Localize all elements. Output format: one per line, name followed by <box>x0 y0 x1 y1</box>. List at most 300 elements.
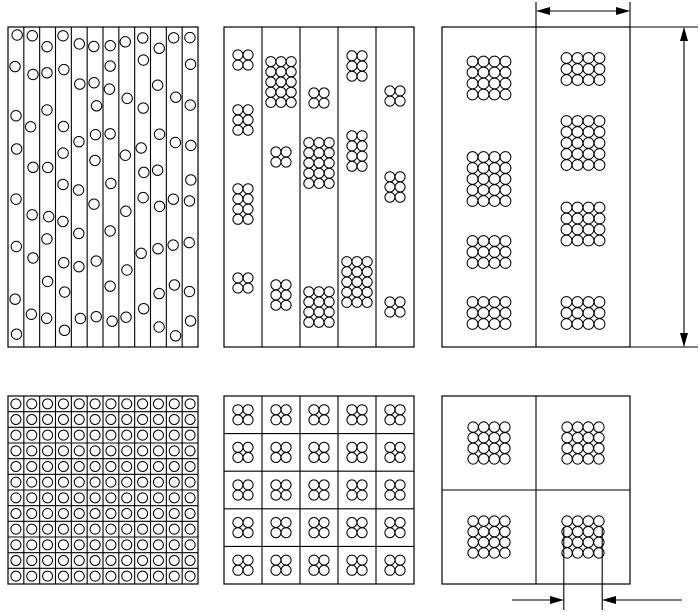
particle <box>59 64 69 74</box>
cluster-particle <box>319 98 329 108</box>
particle <box>122 540 132 550</box>
cluster-particle <box>594 433 604 443</box>
particle-cluster <box>467 152 511 207</box>
cluster-particle <box>594 454 604 464</box>
panel-quadrant-clusters <box>442 396 682 610</box>
cluster-particle <box>266 87 276 97</box>
cluster-particle <box>395 307 405 317</box>
particle <box>104 84 114 94</box>
cluster-particle <box>309 88 319 98</box>
particle <box>169 462 179 472</box>
cluster-particle <box>304 168 314 178</box>
particle <box>138 415 148 425</box>
cluster-particle <box>395 415 405 425</box>
particle-cluster <box>271 555 291 575</box>
particle <box>105 281 115 291</box>
particle <box>122 556 132 566</box>
particle <box>42 276 52 286</box>
particle-cluster <box>385 442 405 462</box>
cluster-particle <box>233 415 243 425</box>
particle <box>153 493 163 503</box>
cluster-particle <box>468 537 478 547</box>
particle-cluster <box>385 86 405 106</box>
cluster-particle <box>500 433 510 443</box>
cluster-particle <box>347 528 357 538</box>
particle <box>169 509 179 519</box>
particle <box>138 430 148 440</box>
particle <box>28 69 38 79</box>
cluster-particle <box>309 453 319 463</box>
particle <box>184 286 194 296</box>
particle <box>91 101 101 111</box>
panel-frame <box>224 396 414 584</box>
cluster-particle <box>583 548 593 558</box>
cluster-particle <box>478 78 489 89</box>
cluster-particle <box>594 116 605 127</box>
cluster-particle <box>309 565 319 575</box>
cluster-particle <box>583 308 594 319</box>
cluster-particle <box>362 277 372 287</box>
cluster-particle <box>319 415 329 425</box>
particle <box>27 556 37 566</box>
cluster-particle <box>489 527 499 537</box>
particle <box>27 430 37 440</box>
cluster-particle <box>594 127 605 138</box>
cluster-particle <box>243 60 253 70</box>
particle <box>74 493 84 503</box>
particle <box>58 121 68 131</box>
cluster-particle <box>594 443 604 453</box>
cluster-particle <box>233 184 243 194</box>
cluster-particle <box>395 453 405 463</box>
cluster-particle <box>562 454 572 464</box>
particle <box>43 399 53 409</box>
particle-cluster <box>561 202 605 246</box>
cluster-particle <box>271 300 281 310</box>
particle <box>169 556 179 566</box>
cluster-particle <box>395 172 405 182</box>
cluster-particle <box>479 443 489 453</box>
cluster-particle <box>347 565 357 575</box>
particle <box>91 256 101 266</box>
particle-cluster <box>233 405 253 425</box>
particle <box>28 253 38 263</box>
particle-cluster <box>309 88 329 108</box>
cluster-particle <box>467 196 478 207</box>
cluster-particle <box>561 160 572 171</box>
particle <box>90 399 100 409</box>
particle <box>138 103 148 113</box>
cluster-particle <box>233 60 243 70</box>
particle <box>138 556 148 566</box>
cluster-particle <box>489 433 499 443</box>
cluster-particle <box>319 453 329 463</box>
cluster-particle <box>347 161 357 171</box>
cluster-particle <box>243 184 253 194</box>
particle-cluster <box>309 518 329 538</box>
particle <box>106 399 116 409</box>
particle <box>58 509 68 519</box>
particle <box>74 39 84 49</box>
cluster-particle <box>319 405 329 415</box>
cluster-particle <box>489 78 500 89</box>
cluster-particle <box>243 214 253 224</box>
particle <box>185 477 195 487</box>
cluster-particle <box>583 537 593 547</box>
particle-cluster <box>561 53 605 86</box>
cluster-particle <box>573 454 583 464</box>
particle <box>11 524 21 534</box>
cluster-particle <box>233 528 243 538</box>
cluster-particle <box>362 287 372 297</box>
cluster-particle <box>468 527 478 537</box>
cluster-particle <box>319 88 329 98</box>
particle <box>122 399 132 409</box>
cluster-particle <box>561 116 572 127</box>
cluster-particle <box>468 516 478 526</box>
particle <box>43 415 53 425</box>
cluster-particle <box>347 61 357 71</box>
cluster-particle <box>276 97 286 107</box>
particle <box>186 140 196 150</box>
particle-cluster <box>467 297 511 330</box>
particle <box>58 430 68 440</box>
cluster-particle <box>319 528 329 538</box>
cluster-particle <box>347 480 357 490</box>
cluster-particle <box>562 516 572 526</box>
particle-cluster <box>304 138 334 189</box>
cluster-particle <box>395 442 405 452</box>
panel-quad-grid <box>224 396 414 584</box>
cluster-particle <box>489 319 500 330</box>
particle <box>185 571 195 581</box>
particle-cluster <box>562 422 604 464</box>
cluster-particle <box>478 258 489 269</box>
particle <box>105 226 115 236</box>
cluster-particle <box>314 148 324 158</box>
cluster-particle <box>500 196 511 207</box>
cluster-particle <box>304 148 314 158</box>
particle <box>185 430 195 440</box>
cluster-particle <box>271 415 281 425</box>
cluster-particle <box>319 555 329 565</box>
cluster-particle <box>243 528 253 538</box>
cluster-particle <box>352 277 362 287</box>
particle <box>91 311 101 321</box>
cluster-particle <box>324 138 334 148</box>
particle <box>26 309 36 319</box>
cluster-particle <box>500 247 511 258</box>
particle <box>27 540 37 550</box>
cluster-particle <box>357 51 367 61</box>
cluster-particle <box>500 174 511 185</box>
cluster-particle <box>478 319 489 330</box>
cluster-particle <box>572 235 583 246</box>
cluster-particle <box>243 565 253 575</box>
cluster-particle <box>314 168 324 178</box>
particle <box>154 43 164 53</box>
particle <box>184 196 194 206</box>
particle-cluster <box>233 273 253 293</box>
cluster-particle <box>243 415 253 425</box>
cluster-particle <box>478 185 489 196</box>
cluster-particle <box>500 258 511 269</box>
particle <box>59 325 69 335</box>
cluster-particle <box>309 480 319 490</box>
cluster-particle <box>309 528 319 538</box>
cluster-particle <box>573 516 583 526</box>
particle <box>153 244 163 254</box>
cluster-particle <box>395 86 405 96</box>
cluster-particle <box>583 527 593 537</box>
cluster-particle <box>304 287 314 297</box>
cluster-particle <box>286 77 296 87</box>
cluster-particle <box>385 490 395 500</box>
cluster-particle <box>385 192 395 202</box>
cluster-particle <box>572 202 583 213</box>
cluster-particle <box>276 77 286 87</box>
particle <box>11 493 21 503</box>
cluster-particle <box>489 258 500 269</box>
particle <box>43 446 53 456</box>
cluster-particle <box>395 565 405 575</box>
cluster-particle <box>281 555 291 565</box>
cluster-particle <box>489 516 499 526</box>
particle <box>105 40 115 50</box>
particle <box>185 59 195 69</box>
particle <box>59 257 69 267</box>
cluster-particle <box>583 116 594 127</box>
particle-cluster <box>309 480 329 500</box>
cluster-particle <box>324 168 334 178</box>
particle <box>153 524 163 534</box>
cluster-particle <box>561 319 572 330</box>
particle <box>11 430 21 440</box>
particle <box>43 540 53 550</box>
particle <box>11 329 21 339</box>
cluster-particle <box>309 555 319 565</box>
cluster-particle <box>233 480 243 490</box>
particle <box>171 92 181 102</box>
cluster-particle <box>271 480 281 490</box>
particle-cluster <box>271 280 291 310</box>
cluster-particle <box>266 77 276 87</box>
cluster-particle <box>319 442 329 452</box>
particle <box>11 509 21 519</box>
cluster-particle <box>572 149 583 160</box>
cluster-particle <box>243 125 253 135</box>
particle <box>185 316 195 326</box>
particle <box>11 462 21 472</box>
cluster-particle <box>271 157 281 167</box>
particle <box>122 93 132 103</box>
cluster-particle <box>561 138 572 149</box>
cluster-particle <box>347 555 357 565</box>
particle <box>138 55 148 65</box>
cluster-particle <box>357 151 367 161</box>
particle <box>43 509 53 519</box>
cluster-particle <box>304 317 314 327</box>
cluster-particle <box>561 127 572 138</box>
cluster-particle <box>583 224 594 235</box>
cluster-particle <box>468 433 478 443</box>
particle <box>120 150 130 160</box>
cluster-particle <box>347 415 357 425</box>
particle <box>74 399 84 409</box>
particle <box>153 509 163 519</box>
cluster-particle <box>594 297 605 308</box>
cluster-particle <box>468 443 478 453</box>
particle <box>90 446 100 456</box>
cluster-particle <box>233 125 243 135</box>
particle <box>27 399 37 409</box>
cluster-particle <box>561 149 572 160</box>
cluster-particle <box>467 152 478 163</box>
particle <box>27 210 37 220</box>
particle <box>90 509 100 519</box>
cluster-particle <box>233 442 243 452</box>
cluster-particle <box>500 78 511 89</box>
cluster-particle <box>561 224 572 235</box>
particle <box>58 415 68 425</box>
cluster-particle <box>561 75 572 86</box>
cluster-particle <box>347 518 357 528</box>
cluster-particle <box>352 287 362 297</box>
particle <box>153 571 163 581</box>
cluster-particle <box>281 518 291 528</box>
particle <box>58 556 68 566</box>
cluster-particle <box>572 64 583 75</box>
particle-cluster <box>309 405 329 425</box>
cluster-particle <box>324 307 334 317</box>
cluster-particle <box>281 147 291 157</box>
particle <box>153 446 163 456</box>
particle <box>170 137 180 147</box>
cluster-particle <box>266 57 276 67</box>
cluster-particle <box>271 405 281 415</box>
particle <box>42 234 52 244</box>
cluster-particle <box>583 160 594 171</box>
particle <box>106 540 116 550</box>
particle <box>138 446 148 456</box>
particle-cluster <box>347 518 367 538</box>
cluster-particle <box>489 163 500 174</box>
particle <box>122 509 132 519</box>
particle-cluster <box>467 236 511 269</box>
particle <box>169 280 179 290</box>
cluster-particle <box>583 149 594 160</box>
cluster-particle <box>357 528 367 538</box>
particle <box>106 477 116 487</box>
particle <box>169 524 179 534</box>
particle <box>90 571 100 581</box>
cluster-particle <box>395 405 405 415</box>
particle <box>74 261 84 271</box>
particle <box>74 446 84 456</box>
cluster-particle <box>489 443 499 453</box>
cluster-particle <box>594 53 605 64</box>
particle-cluster <box>468 516 510 558</box>
cluster-particle <box>286 97 296 107</box>
particle-cluster <box>562 516 604 558</box>
cluster-particle <box>561 53 572 64</box>
cluster-particle <box>467 247 478 258</box>
particle <box>138 477 148 487</box>
particle <box>58 524 68 534</box>
particle <box>138 303 148 313</box>
cluster-particle <box>357 161 367 171</box>
cluster-particle <box>276 67 286 77</box>
particle-cluster <box>347 51 367 81</box>
particle <box>74 136 84 146</box>
cluster-particle <box>594 235 605 246</box>
cluster-particle <box>304 297 314 307</box>
particle <box>168 33 178 43</box>
particle <box>43 524 53 534</box>
particle <box>75 79 85 89</box>
particle <box>122 265 132 275</box>
cluster-particle <box>324 317 334 327</box>
panel-random-dispersion <box>8 27 198 347</box>
particle <box>122 430 132 440</box>
particle <box>169 540 179 550</box>
particle-cluster <box>271 442 291 462</box>
cluster-particle <box>467 163 478 174</box>
particle <box>90 477 100 487</box>
particle <box>185 100 195 110</box>
cluster-particle <box>342 267 352 277</box>
particle <box>168 194 178 204</box>
particle <box>90 415 100 425</box>
cluster-particle <box>357 565 367 575</box>
particle <box>154 322 164 332</box>
cluster-particle <box>395 490 405 500</box>
particle <box>185 32 195 42</box>
particle <box>122 477 132 487</box>
cluster-particle <box>489 548 499 558</box>
cluster-particle <box>594 202 605 213</box>
cluster-particle <box>479 548 489 558</box>
particle <box>59 287 69 297</box>
particle <box>74 540 84 550</box>
particle <box>120 37 130 47</box>
cluster-particle <box>233 194 243 204</box>
cluster-particle <box>489 185 500 196</box>
cluster-particle <box>500 319 511 330</box>
particle-cluster <box>233 555 253 575</box>
cluster-particle <box>594 422 604 432</box>
particle-cluster <box>266 57 296 108</box>
cluster-particle <box>500 308 511 319</box>
particle <box>153 556 163 566</box>
particle <box>154 201 164 211</box>
cluster-particle <box>347 442 357 452</box>
cluster-particle <box>489 89 500 100</box>
particle <box>74 430 84 440</box>
cluster-particle <box>594 319 605 330</box>
cluster-particle <box>271 528 281 538</box>
particle <box>74 524 84 534</box>
particle <box>43 162 53 172</box>
particle <box>90 556 100 566</box>
cluster-particle <box>594 160 605 171</box>
cluster-particle <box>573 548 583 558</box>
particle <box>154 288 164 298</box>
cluster-particle <box>243 105 253 115</box>
particle <box>43 430 53 440</box>
particle <box>121 206 131 216</box>
cluster-particle <box>594 64 605 75</box>
